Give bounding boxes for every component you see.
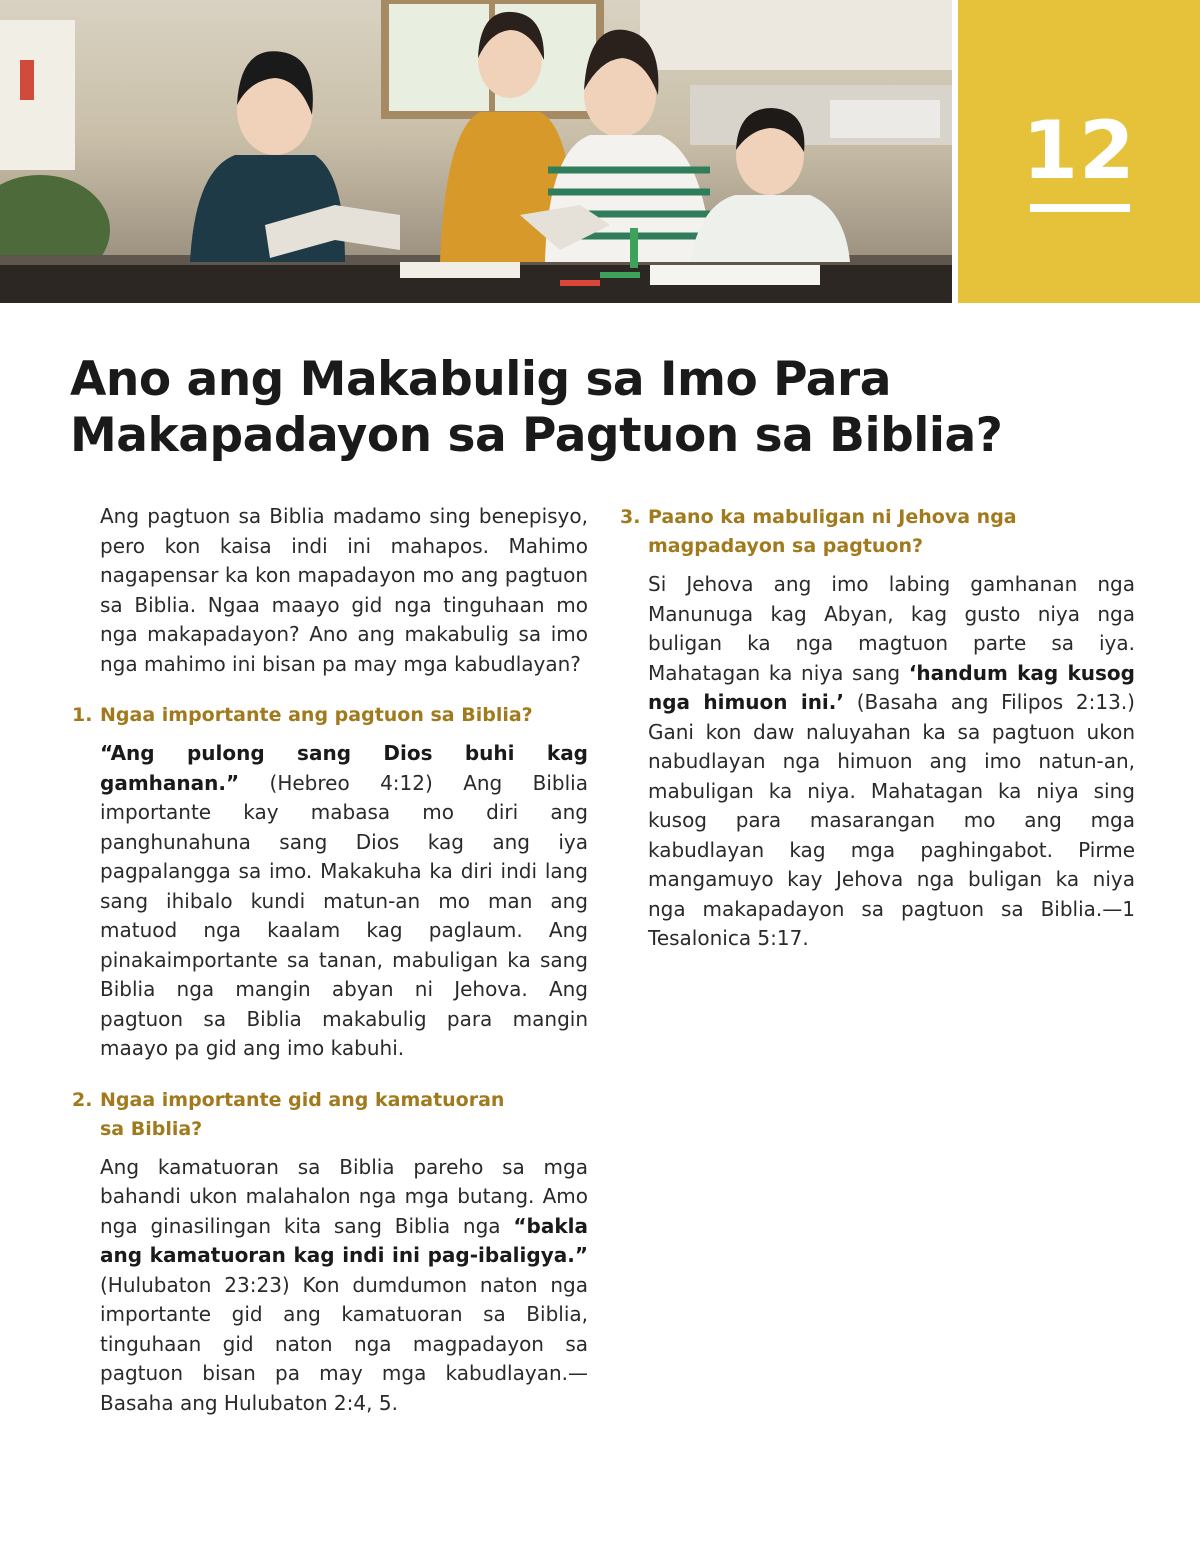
question-2-text: Ngaa importante gid ang kamatuoran sa Biblia? [100,1088,505,1140]
page-title [70,352,1150,464]
answer-3-body-after: (Basaha ang Filipos 2:13.) Gani kon daw naluyahan ka sa pagtuon ukon nabudlayan nga himuon ang imo natun-an, mabuligan ka niya. Mahatagan ka niya sing kusog para masarangan mo ang mga kabudlayan kag mga paghingabot. Pirme mangamuyo kay Jehova nga buligan ka niya nga makapadayon sa pagtuon sa Biblia.—1 Tesalonica 5:17. [648,690,1135,950]
intro-paragraph: Ang pagtuon sa Biblia madamo sing benepisyo, pero kon kaisa indi ini mahapos. Mahimo nagapensar ka kon mapadayon mo ang pagtuon sa Biblia. Ngaa maayo gid nga tinguhaan mo nga makapadayon? Ano ang makabulig sa imo nga mahimo ini bisan pa may mga kabudlayan? [100,504,588,676]
answer-2-body-after: (Hulubaton 23:23) Kon dumdumon naton nga importante gid ang kamatuoran sa Biblia, tinguhaan gid naton nga magpadayon sa pagtuon bisan pa may mga kabudlayan.—Basaha ang Hulubaton 2:4, 5. [100,1272,588,1415]
question-3-text: Paano ka mabuligan ni Jehova nga magpadayon sa pagtuon? [648,506,1017,557]
chapter-badge [958,0,1200,303]
answer-2-quote: “bakla ang kamatuoran kag indi ini pag-ibaligya.” [100,1213,588,1267]
left-column [72,502,588,1418]
answer-2-body-before: Ang kamatuoran sa Biblia pareho sa mga bahandi ukon malahalon nga mga butang. Amo nga ginasilingan kita sang Biblia nga [100,1154,588,1238]
question-2 [72,1086,588,1144]
question-3-number: 3. [620,506,641,528]
answer-1-quote: “Ang pulong sang Dios buhi kag gamhanan.” [100,741,588,795]
answer-1 [100,739,588,1064]
chapter-underline [1030,204,1130,212]
answer-3 [648,570,1135,954]
chapter-number: 12 [1022,104,1136,197]
title-line-1: Ano ang Makabulig sa Imo Para [70,352,891,407]
question-1-text: Ngaa importante ang pagtuon sa Biblia? [100,704,533,726]
answer-2 [100,1153,588,1419]
answer-3-quote: ‘handum kag kusog nga himuon ini.’ [648,660,1135,714]
title-line-2: Makapadayon sa Pagtuon sa Biblia? [70,408,1003,463]
family-bible-study-illustration [0,0,952,303]
question-1-number: 1. [72,704,93,726]
question-1 [72,701,588,730]
answer-1-body: (Hebreo 4:12) Ang Biblia importante kay mabasa mo diri ang panghunahuna sang Dios kag ang iya pagpalangga sa imo. Makakuha ka diri indi lang sang ihibalo kundi matun-an mo man ang matuod nga kaalam kag paglaum. Ang pinakaimportante sa tanan, mabuligan ka sang Biblia nga mangin abyan ni Jehova. Ang pagtuon sa Biblia makabulig para mangin maayo pa gid ang imo kabuhi. [100,770,588,1060]
question-2-number: 2. [72,1088,93,1111]
answer-3-body-before: Si Jehova ang imo labing gamhanan nga Manunuga kag Abyan, kag gusto niya nga buligan ka nga magtuon parte sa iya. Mahatagan ka niya sang [648,572,1135,685]
right-column [620,503,1135,954]
question-3 [620,503,1135,561]
hero-photo [0,0,952,303]
